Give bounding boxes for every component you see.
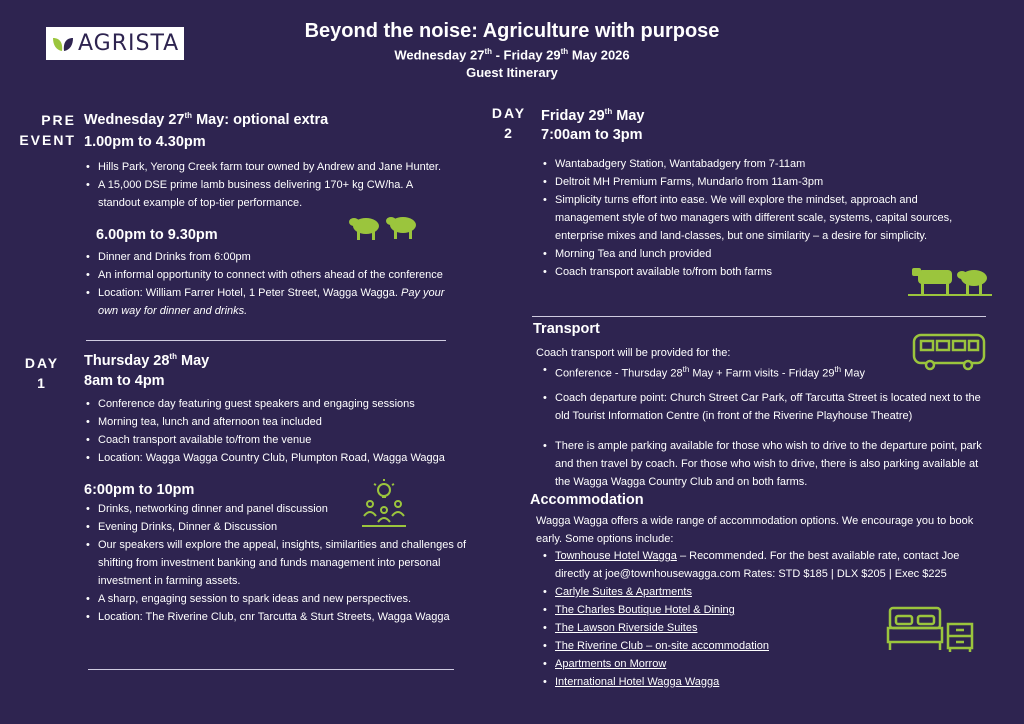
list-item: • Location: Wagga Wagga Country Club, Plumpton Road, Wagga Wagga [86, 449, 466, 467]
accommodation-heading: Accommodation [530, 492, 644, 508]
pre-event-label: PRE EVENT [19, 112, 76, 148]
day2-heading: Friday 29th May [541, 107, 645, 124]
divider [86, 340, 446, 341]
sheep-icon [348, 213, 422, 241]
list-item: • Simplicity turns effort into ease. We will explore the mindset, approach and management style of two managers with different scale, systems, capital sources, enterprise mixes and land-classes, but one similarity – a desire for simplicity. [543, 191, 983, 245]
list-item [543, 583, 983, 601]
pre-event-list-1 [86, 158, 456, 212]
divider [88, 669, 454, 670]
agrista-logo [46, 27, 184, 60]
accommodation-link[interactable]: The Lawson Riverside Suites [555, 622, 698, 634]
pre-event-time-1: 1.00pm to 4.30pm [84, 133, 206, 150]
transport-intro: Coach transport will be provided for the: [536, 347, 731, 359]
page-subtitle: Wednesday 27th - Friday 29th May 2026 [394, 47, 630, 63]
pre-event-time-2: 6.00pm to 9.30pm [96, 227, 218, 243]
list-item: • A 15,000 DSE prime lamb business delivering 170+ kg CW/ha. A standout example of top-tier performance. [86, 176, 456, 212]
pre-event-section [84, 111, 464, 150]
list-item: • Our speakers will explore the appeal, insights, similarities and challenges of shifting from investment banking and funds management into personal investment in farming assets. [86, 536, 471, 590]
pre-event-heading: Wednesday 27th May: optional extra [84, 111, 329, 128]
bed-icon [886, 604, 976, 654]
list-item: • Location: William Farrer Hotel, 1 Peter Street, Wagga Wagga. Pay your own way for dinner and drinks. [86, 284, 461, 320]
day2-time-1: 7:00am to 3pm [541, 126, 643, 143]
accommodation-link[interactable]: The Charles Boutique Hotel & Dining [555, 604, 735, 616]
list-item: • An informal opportunity to connect with others ahead of the conference [86, 266, 461, 284]
day1-time-2: 6:00pm to 10pm [84, 482, 195, 498]
leaf-logo-icon [52, 35, 74, 53]
day1-heading: Thursday 28th May [84, 352, 210, 369]
accommodation-link[interactable]: Apartments on Morrow [555, 658, 667, 670]
day2-list [543, 155, 983, 281]
page-header [200, 20, 824, 80]
day1-list-1 [86, 395, 466, 467]
list-item: • Morning tea, lunch and afternoon tea included [86, 413, 466, 431]
list-item: • Location: The Riverine Club, cnr Tarcutta & Sturt Streets, Wagga Wagga [86, 608, 471, 626]
list-item: • Coach transport available to/from the venue [86, 431, 466, 449]
list-item: • Dinner and Drinks from 6:00pm [86, 248, 461, 266]
list-item: • Townhouse Hotel Wagga – Recommended. For the best available rate, contact Joe directly at joe@townhousewagga.com Rates: STD $185 | DLX $205 | Exec $225 [543, 547, 983, 583]
accommodation-intro: Wagga Wagga offers a wide range of accommodation options. We encourage you to book early. Some options include: [536, 515, 974, 545]
pre-event-list-2 [86, 248, 461, 320]
list-item: • Morning Tea and lunch provided [543, 245, 983, 263]
page-title: Beyond the noise: Agriculture with purpose [304, 20, 720, 42]
list-item: • Deltroit MH Premium Farms, Mundarlo from 11am-3pm [543, 173, 983, 191]
day2-section [541, 107, 941, 143]
cattle-sheep-icon [908, 264, 992, 298]
list-item: • Wantabadgery Station, Wantabadgery from 7-11am [543, 155, 983, 173]
list-item: • Coach transport available to/from both farms [543, 263, 983, 281]
list-item: • Hills Park, Yerong Creek farm tour owned by Andrew and Jane Hunter. [86, 158, 456, 176]
day1-time-1: 8am to 4pm [84, 372, 165, 389]
list-item [543, 655, 983, 673]
divider [532, 316, 986, 317]
day2-label: DAY 2 [491, 105, 527, 141]
list-item: • Conference - Thursday 28th May + Farm visits - Friday 29th May [543, 361, 983, 383]
transport-list [543, 361, 983, 491]
list-item: • Coach departure point: Church Street Car Park, off Tarcutta Street is located next to the old Tourist Information Centre (in front of the Riverine Playhouse Theatre) [543, 389, 983, 425]
day1-section [84, 352, 464, 389]
list-item: • There is ample parking available for those who wish to drive to the departure point, park and then travel by coach. For those who wish to drive, there is also parking available at the Wagga Wagga Country Club and on both farms. [543, 437, 983, 491]
page-subtitle-2: Guest Itinerary [466, 65, 558, 81]
day1-label: DAY 1 [24, 355, 60, 391]
list-item: • Evening Drinks, Dinner & Discussion [86, 518, 471, 536]
accommodation-link[interactable]: The Riverine Club – on-site accommodation [555, 640, 769, 652]
transport-heading: Transport [533, 321, 600, 337]
accommodation-link[interactable]: Carlyle Suites & Apartments [555, 586, 692, 598]
list-item [543, 673, 983, 691]
list-item: • A sharp, engaging session to spark ideas and new perspectives. [86, 590, 471, 608]
list-item: • Drinks, networking dinner and panel discussion [86, 500, 471, 518]
list-item: • Conference day featuring guest speakers and engaging sessions [86, 395, 466, 413]
townhouse-hotel-link[interactable]: Townhouse Hotel Wagga [555, 550, 677, 562]
day1-list-2 [86, 500, 471, 626]
logo-text: AGRISTA [78, 31, 180, 56]
accommodation-link[interactable]: International Hotel Wagga Wagga [555, 676, 720, 688]
